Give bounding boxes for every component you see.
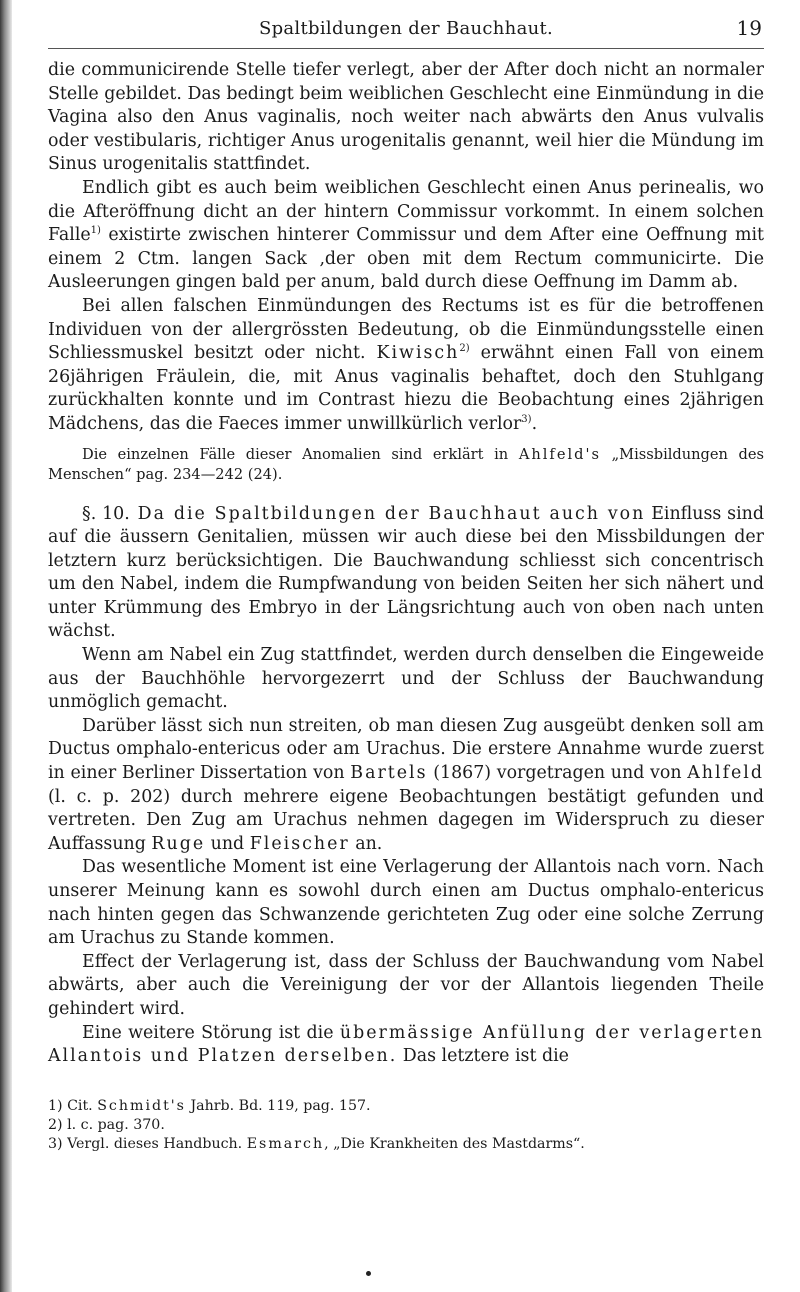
paragraph-1: die communicirende Stelle tiefer verlegt, aber der After doch nicht an normaler Stelle gebildet. Das bedingt beim weiblichen Geschlecht eine Einmündung in die Vagina also den Anus vaginalis, noch weiter nach abwärts den Anus vulvalis oder vestibularis, richtiger Anus urogenitalis genannt, weil hier die Mündung im Sinus urogenitalis stattfindet.	[48, 60, 764, 175]
ink-dot-mark	[366, 1271, 371, 1276]
author-name: Ruge	[151, 833, 206, 854]
section-10: §. 10. Da die Spaltbildungen der Bauchhaut auch von Einfluss sind auf die äussern Genitalien, müssen wir auch diese bei den Missbildungen der letztern kurz berücksichtigen. Die Bauchwandung schliesst sich concentrisch um den Nabel, indem die Rumpfwandung von beiden Seiten her sich nähert und unter Krümmung des Embryo in der Längsrichtung auch von oben nach unten wächst.	[48, 503, 764, 642]
footnote-1: 1) Cit. Schmidt's Jahrb. Bd. 119, pag. 157.	[48, 1097, 371, 1114]
page-header	[48, 14, 764, 49]
paragraph-2: Endlich gibt es auch beim weiblichen Geschlecht einen Anus perinealis, wo die Afteröffnung dicht an der hintern Commissur vorkommt. In einem solchen Falle$^{1)}$ existirte zwischen hinterer Commissur und dem After eine Oeffnung mit einem 2 Ctm. langen Sack ‚der oben mit dem Rectum communicirte. Die Ausleerungen gingen bald per anum, bald durch diese Oeffnung im Damm ab.	[48, 177, 764, 293]
page-number: 19	[736, 16, 762, 40]
section-heading: Da die Spaltbildungen der Bauchhaut auch von	[129, 503, 646, 524]
footnote-3: 3) Vergl. dieses Handbuch. Esmarch, „Die Krankheiten des Mastdarms“.	[48, 1135, 585, 1152]
author-name: Ahlfeld's	[518, 445, 601, 463]
emphasized-text: übermässige Anfüllung der verlagerten Allantois und Platzen derselben.	[48, 1022, 764, 1067]
running-head: Spaltbildungen der Bauchhaut.	[258, 18, 554, 39]
small-print-note: Die einzelnen Fälle dieser Anomalien sind erklärt in Ahlfeld's „Missbildungen des Menschen“ pag. 234—242 (24).	[48, 445, 764, 483]
author-name: Bartels	[350, 763, 428, 784]
paragraph-6: Darüber lässt sich nun streiten, ob man diesen Zug ausgeübt denken soll am Ductus omphalo-entericus oder am Urachus. Die erstere Annahme wurde zuerst in einer Berliner Dissertation von Bartels (1867) vorgetragen und von Ahlfeld (l. c. p. 202) durch mehrere eigene Beobachtungen bestätigt gefunden und vertreten. Den Zug am Urachus nehmen dagegen im Widerspruch zu dieser Auffassung Ruge und Fleischer an.	[48, 715, 764, 854]
author-name: Ahlfeld	[687, 763, 764, 784]
paragraph-8: Effect der Verlagerung ist, dass der Schluss der Bauchwandung vom Nabel abwärts, aber auch die Vereinigung der vor der Allantois liegenden Theile gehindert wird.	[48, 951, 764, 1019]
section-number: §. 10.	[82, 503, 130, 524]
author-name: Fleischer	[249, 833, 350, 854]
paragraph-5: Wenn am Nabel ein Zug stattfindet, werden durch denselben die Eingeweide aus der Bauchhöhle hervorgezerrt und der Schluss der Bauchwandung unmöglich gemacht.	[48, 645, 764, 713]
footnotes	[48, 1097, 764, 1154]
footnote-2: 2) l. c. pag. 370.	[48, 1116, 165, 1133]
book-binding-shadow	[0, 0, 12, 1292]
paragraph-7: Das wesentliche Moment ist eine Verlagerung der Allantois nach vorn. Nach unserer Meinung kann es sowohl durch einen am Ductus omphalo-entericus nach hinten gegen das Schwanzende gerichteten Zug oder eine solche Zerrung am Urachus zu Stande kommen.	[48, 857, 764, 949]
paragraph-3: Bei allen falschen Einmündungen des Rectums ist es für die betroffenen Individuen von der allergrössten Bedeutung, ob die Einmündungsstelle einen Schliessmuskel besitzt oder nicht. Kiwisch$^{2)}$ erwähnt einen Fall von einem 26jährigen Fräulein, die, mit Anus vaginalis behaftet, doch den Stuhlgang zurückhalten konnte und im Contrast hiezu die Beobachtung eines 2jährigen Mädchens, das die Faeces immer unwillkürlich verlor$^{3)}$.	[48, 295, 764, 434]
footnote-ref-2: 2)	[459, 343, 470, 355]
body-text	[48, 59, 764, 1069]
footnote-ref-1: 1)	[90, 225, 101, 237]
author-name: Kiwisch	[376, 343, 460, 364]
footnote-ref-3: 3)	[521, 414, 532, 426]
paragraph-9: Eine weitere Störung ist die übermässige Anfüllung der verlagerten Allantois und Platzen derselben. Das letztere ist die	[48, 1022, 764, 1067]
book-page	[48, 14, 764, 1154]
